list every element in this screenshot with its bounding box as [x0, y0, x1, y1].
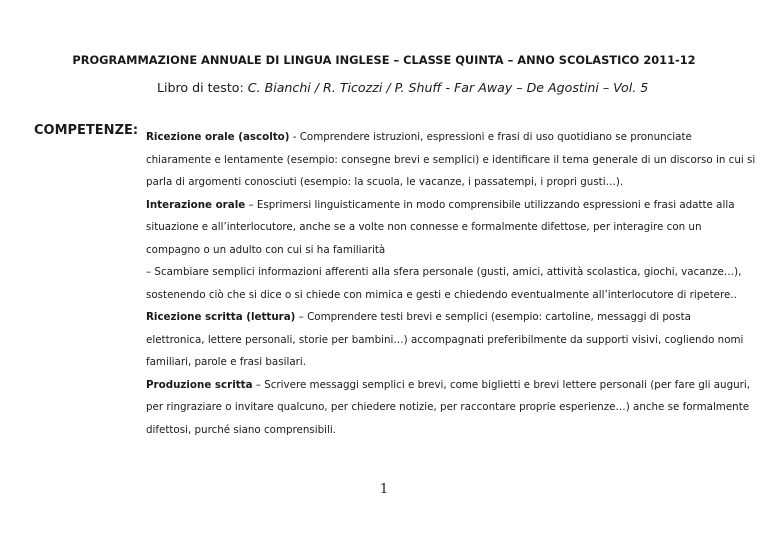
competence-line: chiaramente e lentamente (esempio: consegne brevi e semplici) e identificare il tema generale di un discorso in cui si [146, 153, 756, 166]
competence-line: familiari, parole e frasi basilari. [146, 356, 307, 368]
competence-line: – Scambiare semplici informazioni afferenti alla sfera personale (gusti, amici, attività scolastica, giochi, vacanze…), [146, 266, 742, 278]
competence-line [146, 126, 746, 149]
competence-line: parla di argomenti conosciuti (esempio: la scuola, le vacanze, i passatempi, i propri gusti…). [146, 176, 624, 188]
competence-heading: Ricezione orale (ascolto) [146, 131, 290, 143]
competence-ricezione-orale [146, 126, 756, 194]
competence-line [146, 194, 746, 217]
competence-line: per ringraziare o invitare qualcuno, per chiedere notizie, per raccontare proprie esperienze…) anche se formalmente [146, 401, 750, 413]
competence-line: situazione e all’interlocutore, anche se a volte non connesse e formalmente difettose, per interagire con un [146, 221, 702, 233]
competence-text: – Comprendere testi brevi e semplici (esempio: cartoline, messaggi di posta [295, 311, 691, 323]
competence-line [146, 374, 751, 397]
competence-interazione-orale [146, 194, 746, 307]
competence-heading: Produzione scritta [146, 378, 253, 391]
competence-text: - Comprendere istruzioni, espressioni e frasi di uso quotidiano se pronunciate [289, 131, 692, 143]
competence-line: sostenendo ciò che si dice o si chiede con mimica e gesti e chiedendo eventualmente all’interlocutore di ripetere.. [146, 288, 737, 301]
competence-heading: Ricezione scritta (lettura) [146, 311, 296, 323]
textbook-line [157, 80, 648, 95]
competences-label: COMPETENZE: [34, 123, 139, 138]
competence-text: – Scrivere messaggi semplici e brevi, come biglietti e brevi lettere personali (per fare gli auguri, [252, 378, 751, 391]
competence-produzione-scritta [146, 374, 751, 442]
competence-line: compagno o un adulto con cui si ha familiarità [146, 243, 386, 256]
competence-ricezione-scritta [146, 306, 746, 374]
textbook-label: Libro di testo: [157, 80, 244, 95]
competence-line [146, 306, 746, 329]
competence-line: difettosi, purché siano comprensibili. [146, 423, 337, 436]
competences-body [146, 126, 756, 441]
page-number: 1 [379, 482, 389, 497]
document-title: PROGRAMMAZIONE ANNUALE DI LINGUA INGLESE – CLASSE QUINTA – ANNO SCOLASTICO 2011-12 [72, 53, 696, 67]
competence-heading: Interazione orale [146, 198, 246, 211]
competence-text: – Esprimersi linguisticamente in modo comprensibile utilizzando espressioni e frasi adatte alla [245, 198, 735, 211]
competence-line: elettronica, lettere personali, storie per bambini…) accompagnati preferibilmente da supporti visivi, cogliendo nomi [146, 333, 744, 346]
textbook-value: C. Bianchi / R. Ticozzi / P. Shuff - Far Away – De Agostini – Vol. 5 [247, 80, 649, 95]
